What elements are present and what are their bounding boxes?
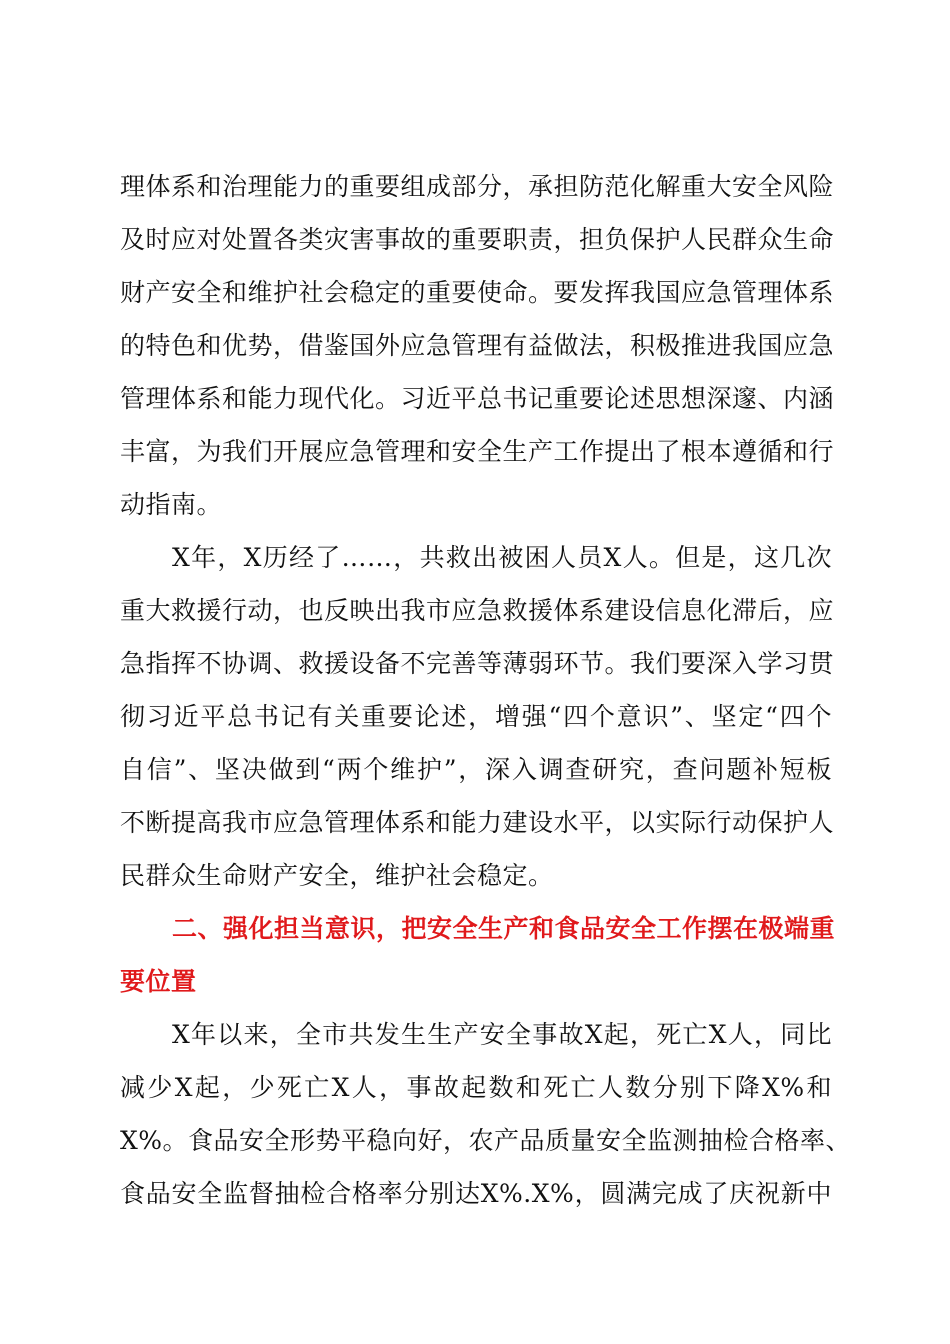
text-line: 动指南。 <box>120 490 223 519</box>
text-line: 的特色和优势，借鉴国外应急管理有益做法，积极推进我国应急 <box>120 331 835 360</box>
text-line: 彻习近平总书记有关重要论述，增强“四个意识”、坚定“四个 <box>120 702 832 731</box>
text-line: 不断提高我市应急管理体系和能力建设水平，以实际行动保护人 <box>120 808 835 837</box>
text-line: 丰富，为我们开展应急管理和安全生产工作提出了根本遵循和行 <box>120 437 835 466</box>
text-line: 急指挥不协调、救援设备不完善等薄弱环节。我们要深入学习贯 <box>120 649 835 678</box>
text-line: X%。食品安全形势平稳向好，农产品质量安全监测抽检合格率、 <box>120 1126 852 1155</box>
document-body <box>120 160 852 1220</box>
text-line: 减少X起，少死亡X人，事故起数和死亡人数分别下降X%和 <box>120 1073 832 1102</box>
text-line: 重大救援行动，也反映出我市应急救援体系建设信息化滞后，应 <box>120 596 835 625</box>
text-line: 民群众生命财产安全，维护社会稳定。 <box>120 861 554 890</box>
section-heading <box>120 902 836 1008</box>
heading-line: 要位置 <box>120 967 197 996</box>
text-line: X年以来，全市共发生生产安全事故X起，死亡X人，同比 <box>172 1020 832 1049</box>
text-line: 理体系和治理能力的重要组成部分，承担防范化解重大安全风险 <box>120 172 835 201</box>
text-line: 自信”、坚决做到“两个维护”，深入调查研究，查问题补短板 <box>120 755 832 784</box>
text-line: 财产安全和维护社会稳定的重要使命。要发挥我国应急管理体系 <box>120 278 835 307</box>
paragraph-3 <box>120 1008 852 1220</box>
text-line: 及时应对处置各类灾害事故的重要职责，担负保护人民群众生命 <box>120 225 835 254</box>
text-line: 管理体系和能力现代化。习近平总书记重要论述思想深邃、内涵 <box>120 384 835 413</box>
heading-line: 二、强化担当意识，把安全生产和食品安全工作摆在极端重 <box>172 914 836 943</box>
text-line: 食品安全监督抽检合格率分别达X%.X%，圆满完成了庆祝新中 <box>120 1179 832 1208</box>
paragraph-2 <box>120 531 835 902</box>
paragraph-1 <box>120 160 835 531</box>
text-line: X年，X历经了……，共救出被困人员X人。但是，这几次 <box>172 543 832 572</box>
